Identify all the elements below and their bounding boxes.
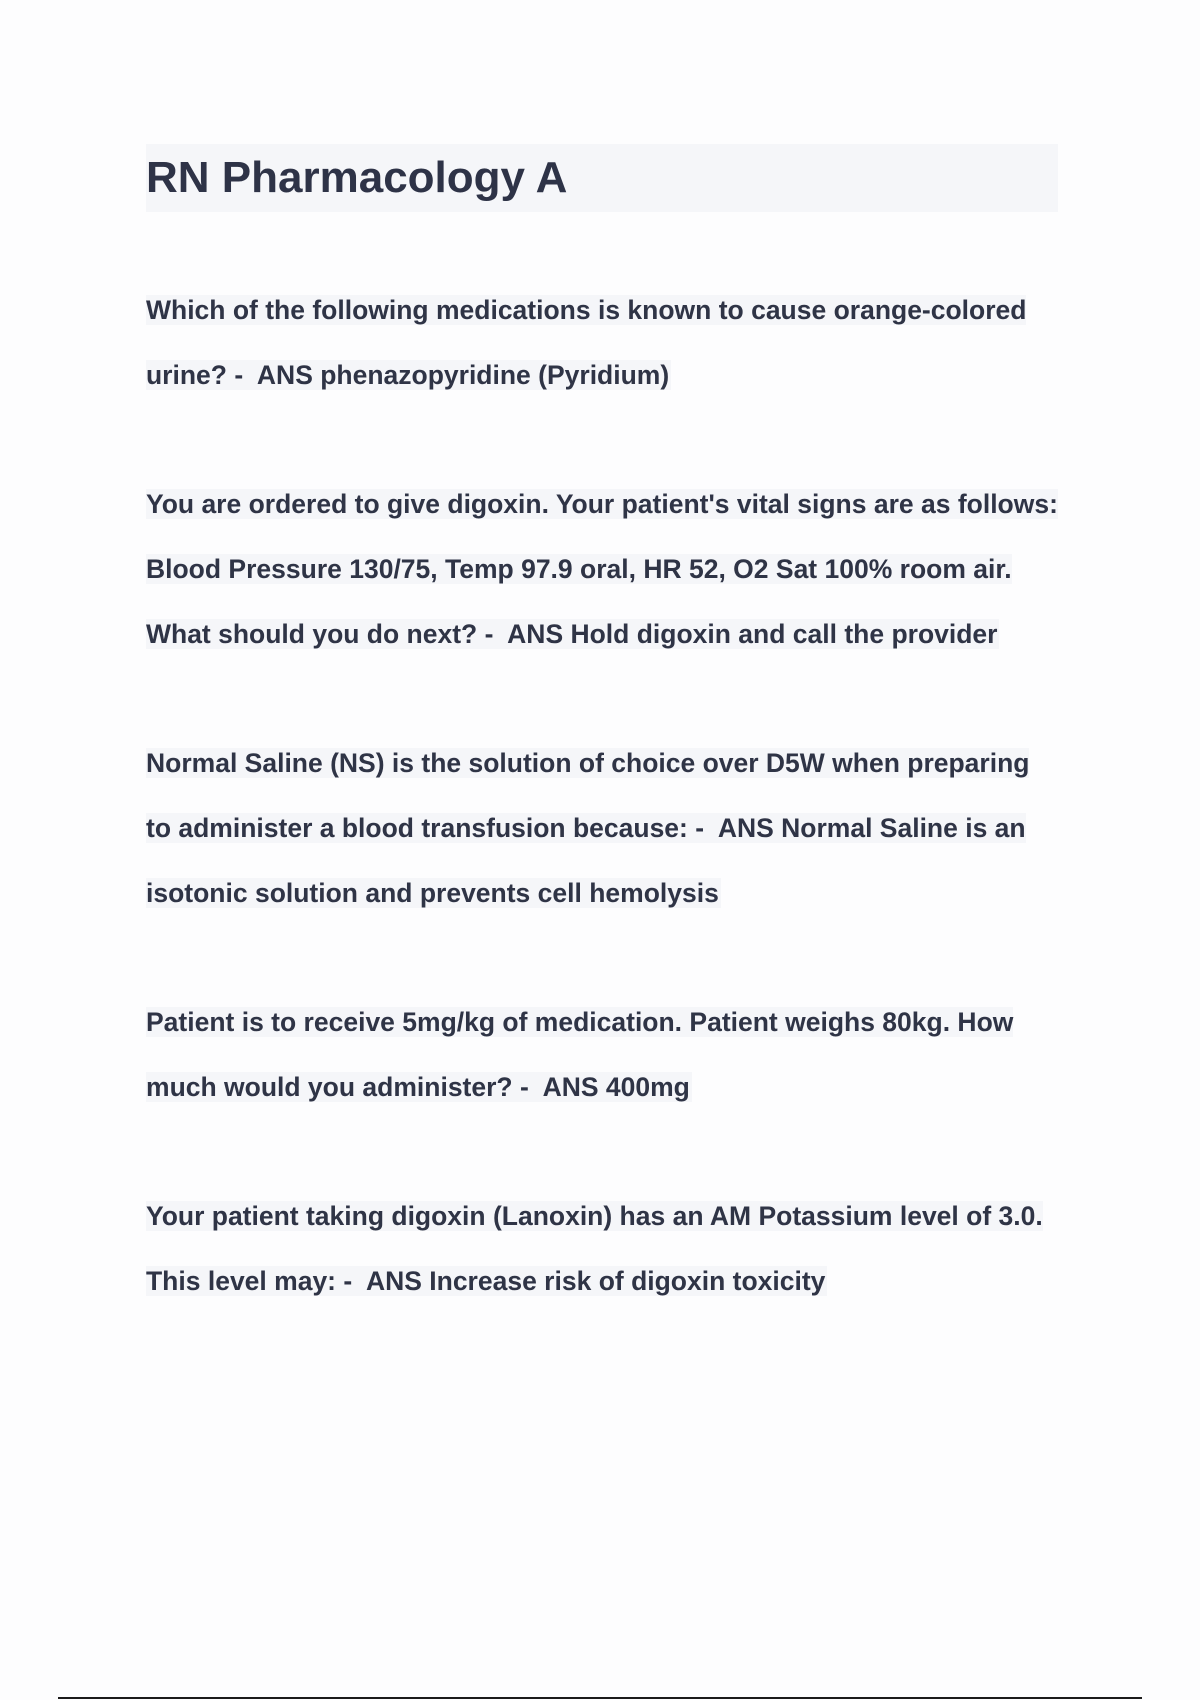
qa-item-5 [146,1184,1058,1314]
qa-item-2 [146,472,1058,667]
question-text: Patient is to receive 5mg/kg of medication. Patient weighs 80kg. How much would you administer? - [146,1007,1014,1102]
answer-text: ANS Increase risk of digoxin toxicity [365,1266,826,1296]
answer-text: ANS 400mg [542,1072,690,1102]
qa-list [146,278,1058,1314]
document-title: RN Pharmacology A [146,153,568,202]
title-bar [146,144,1058,212]
qa-item-4 [146,990,1058,1120]
answer-text: ANS Normal Saline is an isotonic solution and prevents cell hemolysis [146,813,1026,908]
question-text: Normal Saline (NS) is the solution of choice over D5W when preparing to administer a blood transfusion because: - [146,748,1030,843]
answer-text: ANS phenazopyridine (Pyridium) [256,360,670,390]
question-text: You are ordered to give digoxin. Your patient's vital signs are as follows: Blood Pressure 130/75, Temp 97.9 oral, HR 52, O2 Sat 100% room air. What should you do next? - [146,489,1058,649]
qa-item-1 [146,278,1058,408]
footer-divider [58,1697,1142,1699]
question-text: Which of the following medications is known to cause orange-colored urine? - [146,295,1027,390]
answer-text: ANS Hold digoxin and call the provider [507,619,998,649]
question-text: Your patient taking digoxin (Lanoxin) has an AM Potassium level of 3.0. This level may: - [146,1201,1043,1296]
qa-item-3 [146,731,1058,926]
document-page [146,144,1058,1378]
